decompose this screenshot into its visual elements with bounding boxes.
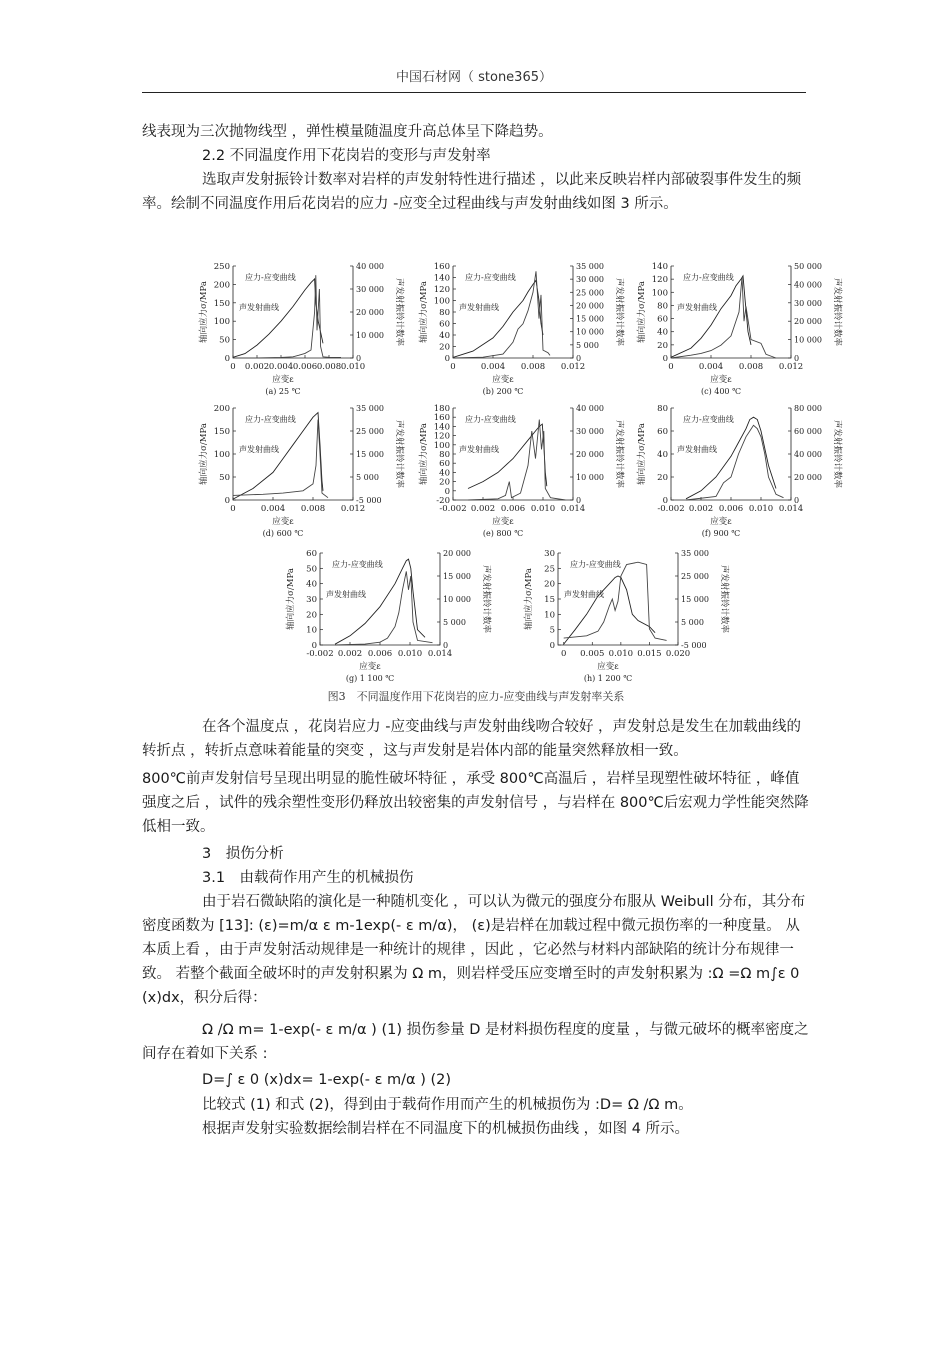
paragraph-8: 根据声发射实验数据绘制岩样在不同温度下的机械损伤曲线 ，如图 4 所示。 [202,1121,690,1137]
x-tick-label: 0 [230,504,236,514]
y-tick-label: 60 [439,319,450,330]
stress-strain-curve [686,417,776,499]
y2-tick-label: 30 000 [794,298,822,308]
x-tick-label: 0.014 [427,649,453,659]
y-tick-label: 80 [657,301,668,312]
y-tick-label: 60 [306,549,317,559]
y-tick-label: 160 [433,262,450,272]
y-tick-label: 150 [213,298,230,309]
y2-axis-label: 声发射振铃计数率 [719,564,729,634]
panel-label: (b) 200 ℃ [482,387,524,396]
y2-tick-label: 30 000 [576,427,604,436]
x-tick-label: 0.010 [608,649,634,659]
x-tick-label: 0.006 [292,362,318,372]
stress-strain-curve [671,276,751,357]
y2-tick-label: 35 000 [576,262,604,271]
y2-tick-label: 15 000 [443,572,471,581]
y-tick-label: 40 [657,327,668,338]
y2-tick-label: 0 [794,496,800,505]
y-tick-label: 0 [549,641,555,651]
y2-tick-label: 40 000 [794,450,822,459]
y-tick-label: 0 [311,641,317,651]
y-tick-label: 50 [306,564,317,575]
y2-tick-label: 10 000 [794,335,822,345]
y2-tick-label: 50 000 [794,262,822,271]
chart-panel-4 [415,400,625,540]
section-heading-3: 3 损伤分析 [202,846,284,862]
stress-strain-curve [233,279,323,357]
y-tick-label: 100 [213,450,230,460]
y2-axis-label: 声发射振铃计数率 [614,419,624,489]
y-tick-label: 150 [213,427,230,437]
y2-tick-label: 5 000 [356,473,379,482]
y2-tick-label: 10 000 [443,595,471,604]
y-tick-label: 100 [433,440,450,451]
y2-tick-label: 35 000 [681,549,709,558]
x-tick-label: 0.014 [778,504,804,514]
x-tick-label: 0.006 [718,504,744,514]
panel-label: (g) 1 100 ℃ [345,674,395,683]
y2-tick-label: 20 000 [356,308,384,317]
y2-tick-label: 15 000 [681,595,709,604]
stress-strain-curve [564,576,655,644]
legend-ae: 声发射曲线 [239,445,279,454]
paragraph-7: 比较式 (1) 和式 (2)，得到由于载荷作用而产生的机械损伤为 :D= Ω /Ω m。 [202,1097,693,1113]
legend-stress: 应力-应变曲线 [245,415,296,424]
x-axis-label: 应变ε [272,375,294,385]
x-tick-label: 0.002 [688,504,714,514]
x-axis-label: 应变ε [597,662,619,672]
y-tick-label: 0 [224,354,230,364]
legend-ae: 声发射曲线 [677,303,717,312]
chart-panel-1 [415,258,625,398]
y2-tick-label: 25 000 [681,572,709,581]
x-tick-label: 0.020 [665,649,691,659]
y2-tick-label: 10 000 [356,331,384,340]
y-axis-label: 轴向应力σ/MPa [419,281,429,343]
y2-tick-label: 0 [576,496,582,505]
y2-axis-label: 声发射振铃计数率 [394,277,404,347]
legend-stress: 应力-应变曲线 [683,273,734,282]
y2-tick-label: 0 [443,641,449,650]
y-tick-label: 40 [439,468,450,479]
x-tick-label: 0.010 [397,649,423,659]
x-tick-label: 0 [450,362,456,372]
x-tick-label: 0.008 [300,504,326,514]
x-tick-label: 0.008 [316,362,342,372]
y-tick-label: 0 [444,354,450,364]
y2-tick-label: -5 000 [356,496,382,505]
acoustic-emission-curve [671,277,776,358]
y2-tick-label: 15 000 [576,314,604,324]
y-axis-label: 轴向应力σ/MPa [524,568,534,630]
y2-tick-label: 60 000 [794,427,822,436]
y2-tick-label: 30 000 [576,275,604,285]
y2-tick-label: 25 000 [576,288,604,298]
x-tick-label: 0.004 [268,362,294,372]
x-tick-label: 0.012 [778,362,804,372]
y2-tick-label: 20 000 [576,301,604,311]
y2-tick-label: 20 000 [794,473,822,482]
y-tick-label: 80 [439,308,450,318]
x-tick-label: 0.004 [260,504,286,514]
x-tick-label: 0.006 [367,649,393,659]
y2-axis-label: 声发射振铃计数率 [394,419,404,489]
equation-2: D=∫ ε 0 (x)dx= 1-exp(- ε m/α ) (2) [202,1072,452,1088]
y-tick-label: 20 [306,610,317,621]
x-tick-label: 0.004 [480,362,506,372]
y2-tick-label: -5 000 [681,641,707,650]
legend-stress: 应力-应变曲线 [245,273,296,282]
y2-axis-label: 声发射振铃计数率 [614,277,624,347]
x-tick-label: 0 [230,362,236,372]
legend-ae: 声发射曲线 [459,303,499,312]
x-tick-label: -0.002 [306,649,334,659]
y-tick-label: 60 [657,314,668,325]
section-heading-3-1: 3.1 由载荷作用产生的机械损伤 [202,870,414,886]
y2-tick-label: 30 000 [356,285,384,294]
y-axis-label: 轴向应力σ/MPa [286,568,296,630]
x-tick-label: 0.010 [748,504,774,514]
legend-stress: 应力-应变曲线 [465,273,516,282]
x-tick-label: 0.005 [580,649,605,659]
y-tick-label: 80 [439,450,450,460]
x-tick-label: 0 [668,362,674,372]
y-tick-label: 20 [657,340,668,351]
legend-stress: 应力-应变曲线 [683,415,734,424]
y-tick-label: 200 [213,404,230,414]
y-tick-label: 120 [433,285,450,295]
x-tick-label: 0.006 [500,504,526,514]
y2-tick-label: 5 000 [443,618,466,627]
y-tick-label: 40 [657,450,668,460]
y-tick-label: 5 [549,625,555,636]
x-tick-label: 0.002 [337,649,363,659]
x-axis-label: 应变ε [272,517,294,527]
y2-tick-label: 0 [356,354,362,363]
paragraph-5: 由于岩石微缺陷的演化是一种随机变化 ，可以认为微元的强度分布服从 Weibull 分布，其分布密度函数为 [13]: (ε)=m/α ε m-1exp(- ε m/α)， (ε)是岩样在加载过程中微元损伤率的一种度量。 从本质上看 ，由于声发射活动规律是一种统计的规律 ，因此 ，它必然与材料内部缺陷的统计分布规律一致。 若整个截面全破坏时的声发射积累为 Ω m，则岩样受压应变增至时的声发射积累为 :Ω =Ω m∫ε 0 (x)dx，积分后得： [142,894,806,1006]
y2-tick-label: 20 000 [443,549,471,558]
chart-panel-6 [282,545,492,685]
paragraph-1: 线表现为三次抛物线型 ，弹性模量随温度升高总体呈下降趋势。 [142,124,553,140]
y2-tick-label: 80 000 [794,404,822,413]
x-axis-label: 应变ε [359,662,381,672]
y-axis-label: 轴向应力σ/MPa [419,423,429,485]
y-tick-label: 30 [306,595,317,605]
x-tick-label: 0.012 [340,504,366,514]
acoustic-emission-curve [233,420,328,498]
x-tick-label: 0.002 [244,362,270,372]
stress-strain-curve [453,280,543,357]
chart-panel-0 [195,258,405,398]
acoustic-emission-curve [468,420,566,501]
chart-panel-5 [633,400,843,540]
y-axis-label: 轴向应力σ/MPa [199,281,209,343]
y2-tick-label: 10 000 [576,473,604,482]
y2-tick-label: 0 [794,354,800,363]
panel-label: (e) 800 ℃ [482,529,524,538]
x-axis-label: 应变ε [492,375,514,385]
y-tick-label: 0 [662,496,668,506]
y2-tick-label: 20 000 [576,450,604,459]
x-axis-label: 应变ε [710,517,732,527]
y-axis-label: 轴向应力σ/MPa [637,281,647,343]
y-axis-label: 轴向应力σ/MPa [199,423,209,485]
y-tick-label: 60 [657,427,668,437]
y-tick-label: 0 [444,486,450,497]
y-tick-label: 20 [657,473,668,483]
paragraph-2: 选取声发射振铃计数率对岩样的声发射特性进行描述 ，以此来反映岩样内部破裂事件发生的频率。绘制不同温度作用后花岗岩的应力 -应变全过程曲线与声发射曲线如图 3 所示。 [142,172,802,212]
x-axis-label: 应变ε [710,375,732,385]
y-tick-label: 140 [433,422,450,433]
y-tick-label: 20 [544,579,555,590]
chart-panel-3 [195,400,405,540]
y2-tick-label: 40 000 [794,280,822,290]
x-axis-label: 应变ε [492,517,514,527]
panel-label: (c) 400 ℃ [700,387,742,396]
header-rule [142,92,806,93]
y-tick-label: 0 [662,354,668,364]
y-tick-label: 60 [439,459,450,470]
y-tick-label: 100 [433,296,450,307]
y-axis-label: 轴向应力σ/MPa [637,423,647,485]
acoustic-emission-curve [686,425,784,500]
paragraph-6: Ω /Ω m= 1-exp(- ε m/α ) (1) 损伤参量 D 是材料损伤程度的度量 ，与微元破坏的概率密度之间存在着如下关系 : [142,1022,809,1062]
y-tick-label: 15 [544,595,555,605]
chart-panel-2 [633,258,843,398]
y2-tick-label: 35 000 [356,404,384,413]
y2-tick-label: 5 000 [681,618,704,627]
legend-ae: 声发射曲线 [677,445,717,454]
x-tick-label: 0.008 [520,362,546,372]
legend-stress: 应力-应变曲线 [332,560,383,569]
y-tick-label: 120 [433,431,450,442]
stress-strain-curve [335,559,425,644]
y-tick-label: 25 [544,564,555,575]
x-tick-label: 0.004 [698,362,724,372]
legend-stress: 应力-应变曲线 [570,560,621,569]
legend-ae: 声发射曲线 [239,303,279,312]
y-tick-label: 10 [544,610,555,621]
panel-label: (d) 600 ℃ [262,529,304,538]
y-tick-label: 20 [439,342,450,353]
acoustic-emission-curve [453,271,550,358]
x-tick-label: 0.008 [738,362,764,372]
y-tick-label: 200 [213,280,230,291]
y-tick-label: 0 [224,496,230,506]
legend-ae: 声发射曲线 [459,445,499,454]
x-tick-label: 0.002 [470,504,496,514]
paragraph-4: 800℃前声发射信号呈现出明显的脆性破坏特征 ，承受 800℃高温后 ，岩样呈现塑性破坏特征 ，峰值强度之后 ，试件的残余塑性变形仍释放出较密集的声发射信号 ，与岩样在 800℃后宏观力学性能突然降低相一致。 [142,771,809,835]
page-header: 中国石材网（ stone365） [395,70,552,85]
y-tick-label: 160 [433,413,450,424]
x-tick-label: -0.002 [657,504,685,514]
panel-label: (h) 1 200 ℃ [583,674,633,683]
y-tick-label: 120 [651,275,668,286]
y-tick-label: 80 [657,404,668,414]
x-tick-label: 0 [561,649,567,659]
x-tick-label: 0.015 [637,649,662,659]
y-tick-label: 40 [439,331,450,341]
panel-label: (a) 25 ℃ [265,387,301,396]
y-tick-label: 100 [213,317,230,328]
acoustic-emission-curve [335,571,433,645]
y2-tick-label: 5 000 [576,340,599,350]
y2-tick-label: 40 000 [576,404,604,413]
y-tick-label: 100 [651,288,668,299]
x-tick-label: -0.002 [439,504,467,514]
y2-tick-label: 40 000 [356,262,384,271]
y-tick-label: 50 [219,335,230,346]
y2-axis-label: 声发射振铃计数率 [832,419,842,489]
y-tick-label: 10 [306,625,317,636]
x-tick-label: 0.012 [560,362,586,372]
legend-ae: 声发射曲线 [564,590,604,599]
y-tick-label: 30 [544,549,555,559]
y2-axis-label: 声发射振铃计数率 [832,277,842,347]
x-tick-label: 0.010 [340,362,366,372]
figure-caption: 图3 不同温度作用下花岗岩的应力-应变曲线与声发射率关系 [327,690,625,703]
paragraph-3: 在各个温度点 ，花岗岩应力 -应变曲线与声发射曲线吻合较好 ，声发射总是发生在加载曲线的转折点 ，转折点意味着能量的突变 ，这与声发射是岩体内部的能量突然释放相一致。 [142,719,802,759]
y-tick-label: 20 [439,477,450,488]
y-tick-label: -20 [436,496,450,506]
y2-tick-label: 25 000 [356,427,384,436]
legend-stress: 应力-应变曲线 [465,415,516,424]
acoustic-emission-curve [233,275,341,358]
legend-ae: 声发射曲线 [326,590,366,599]
section-heading-2-2: 2.2 不同温度作用下花岗岩的变形与声发射率 [202,148,491,164]
y-tick-label: 50 [219,473,230,483]
chart-panel-7 [520,545,730,685]
y-tick-label: 40 [306,579,317,590]
y2-tick-label: 15 000 [356,450,384,459]
x-tick-label: 0.010 [530,504,556,514]
y-tick-label: 180 [433,404,450,414]
y2-tick-label: 10 000 [576,327,604,337]
y2-tick-label: 0 [576,354,582,363]
x-tick-label: 0.014 [560,504,586,514]
y2-tick-label: 20 000 [794,317,822,327]
y-tick-label: 140 [433,273,450,284]
y2-axis-label: 声发射振铃计数率 [481,564,491,634]
panel-label: (f) 900 ℃ [701,529,741,538]
y-tick-label: 250 [213,262,230,272]
y-tick-label: 140 [651,262,668,272]
